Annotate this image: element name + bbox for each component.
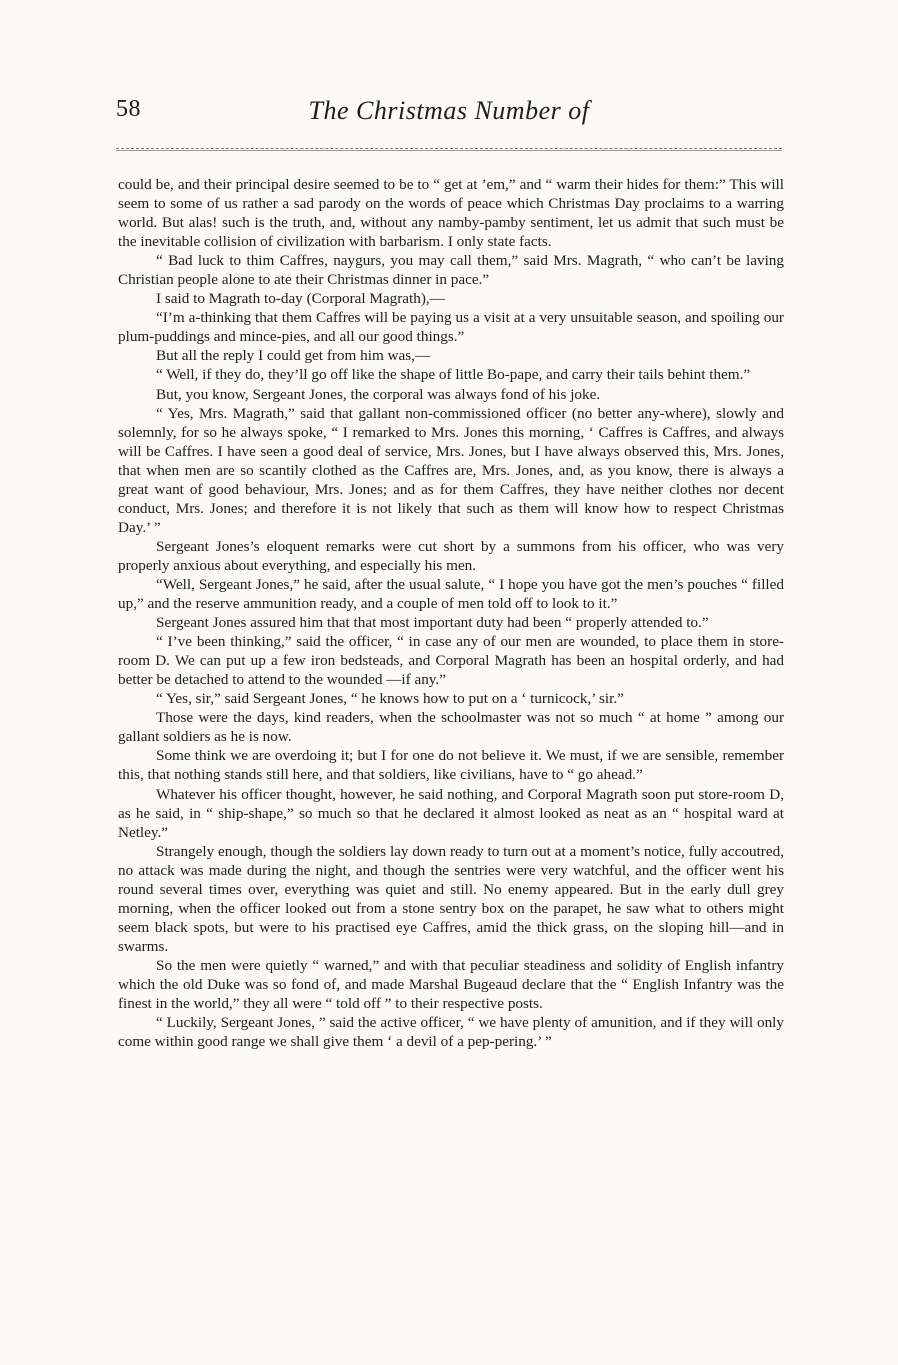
paragraph: could be, and their principal desire seemed to be to “ get at ’em,” and “ warm their hides for them:” This will seem to some of us rather a sad parody on the words of peace which Christmas Day proclaims to a warring world. But alas! such is the truth, and, without any namby-pamby sentiment, let us admit that such must be the inevitable collision of civilization with barbarism. I only state facts.	[118, 176, 784, 251]
paragraph: “ Yes, sir,” said Sergeant Jones, “ he knows how to put on a ‘ turnicock,’ sir.”	[156, 690, 624, 708]
paragraph: “ Bad luck to thim Caffres, naygurs, you may call them,” said Mrs. Magrath, “ who can’t be laving Christian people alone to ate their Christmas dinner in pace.”	[118, 252, 784, 289]
paragraph: I said to Magrath to-day (Corporal Magrath),—	[156, 290, 445, 308]
paragraph: “Well, Sergeant Jones,” he said, after the usual salute, “ I hope you have got the men’s pouches “ filled up,” and the reserve ammunition ready, and a couple of men told off to look to it.”	[118, 575, 784, 613]
paragraph: Sergeant Jones assured him that that most important duty had been “ properly attended to.”	[156, 614, 709, 632]
paragraph: Some think we are overdoing it; but I for one do not believe it. We must, if we are sensible, remember this, that nothing stands still here, and that soldiers, like civilians, have to “ go ahead.”	[118, 747, 784, 784]
paragraph: Strangely enough, though the soldiers lay down ready to turn out at a moment’s notice, fully accoutred, no attack was made during the night, and though the sentries were very watchful, and the officer went his round several times over, everything was quiet and still. No enemy appeared. But in the early dull grey morning, when the officer looked out from a stone sentry box on the parapet, he saw what to others might seem black spots, but were to his practised eye Caffres, amid the thick grass, on the sloping hill—and in swarms.	[118, 842, 784, 955]
paragraph: “ Luckily, Sergeant Jones, ” said the active officer, “ we have plenty of amunition, and if they will only come within good range we shall give them ‘ a devil of a pep-pering.’ ”	[118, 1014, 784, 1051]
paragraph: “ Yes, Mrs. Magrath,” said that gallant non-commissioned officer (no better any-where), slowly and solemnly, for so he always spoke, “ I remarked to Mrs. Jones this morning, ‘ Caffres is Caffres, and always will be Caffres. I have seen a good deal of service, Mrs. Jones, but I have always observed this, Mrs. Jones, that when men are so scantily clothed as the Caffres are, Mrs. Jones, and, as you know, there is always a great want of good behaviour, Mrs. Jones; and as for them Caffres, they have neither clothes nor decent conduct, Mrs. Jones; and therefore it is not likely that such as them will know how to respect Christmas Day.’ ”	[118, 404, 784, 536]
paragraph: But all the reply I could get from him was,—	[156, 347, 431, 365]
running-title: The Christmas Number of	[308, 96, 590, 125]
paragraph: “ Well, if they do, they’ll go off like the shape of little Bo-pape, and carry their tails behint them.”	[156, 366, 751, 384]
article-body	[118, 175, 784, 1051]
page-number: 58	[116, 96, 141, 122]
paragraph: Those were the days, kind readers, when the schoolmaster was not so much “ at home ” among our gallant soldiers as he is now.	[118, 709, 784, 746]
header-rule	[116, 148, 782, 149]
paragraph: “I’m a-thinking that them Caffres will be paying us a visit at a very unsuitable season, and spoiling our plum-puddings and mince-pies, and all our good things.”	[118, 309, 784, 346]
paragraph: But, you know, Sergeant Jones, the corporal was always fond of his joke.	[156, 385, 601, 403]
header-rule-secondary	[116, 150, 782, 151]
paragraph: “ I’ve been thinking,” said the officer, “ in case any of our men are wounded, to place them in store-room D. We can put up a few iron bedsteads, and Corporal Magrath has been an hospital orderly, and had better be detached to attend to the wounded —if any.”	[118, 633, 784, 689]
paragraph: Sergeant Jones’s eloquent remarks were cut short by a summons from his officer, who was very properly anxious about everything, and especially his men.	[118, 537, 784, 574]
page-header	[116, 96, 782, 136]
paragraph: Whatever his officer thought, however, he said nothing, and Corporal Magrath soon put store-room D, as he said, in “ ship-shape,” so much so that he declared it almost looked as neat as an “ hospital ward at Netley.”	[118, 785, 784, 841]
paragraph: So the men were quietly “ warned,” and with that peculiar steadiness and solidity of English infantry which the old Duke was so fond of, and made Marshal Bugeaud declare that the “ English Infantry was the finest in the world,” they all were “ told off ” to their respective posts.	[118, 956, 784, 1013]
